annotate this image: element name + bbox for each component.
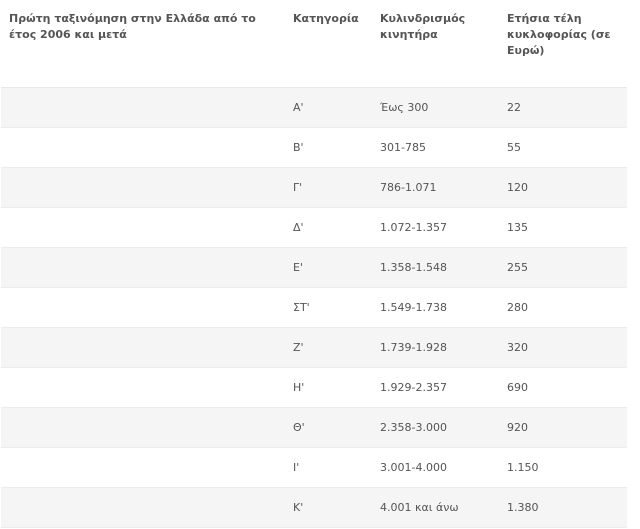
category-cell: Δ' — [281, 207, 368, 247]
empty-cell — [1, 407, 281, 447]
empty-cell — [1, 327, 281, 367]
table-row — [1, 247, 627, 287]
fee-cell: 135 — [495, 207, 627, 247]
empty-cell — [1, 447, 281, 487]
table-row — [1, 207, 627, 247]
table-header-row — [1, 7, 627, 87]
header-annual-fee: Ετήσια τέλη κυκλοφορίας (σε Ευρώ) — [495, 7, 627, 87]
table-row — [1, 367, 627, 407]
empty-cell — [1, 367, 281, 407]
table-row — [1, 167, 627, 207]
fee-cell: 22 — [495, 87, 627, 127]
fee-cell: 55 — [495, 127, 627, 167]
category-cell: Θ' — [281, 407, 368, 447]
table-row — [1, 447, 627, 487]
fee-cell: 255 — [495, 247, 627, 287]
displacement-cell: 1.739-1.928 — [368, 327, 495, 367]
category-cell: Ζ' — [281, 327, 368, 367]
road-tax-table — [1, 7, 627, 528]
header-first-registration: Πρώτη ταξινόμηση στην Ελλάδα από το έτος 2006 και μετά — [1, 7, 281, 87]
table-row — [1, 87, 627, 127]
table-row — [1, 407, 627, 447]
fee-cell: 280 — [495, 287, 627, 327]
displacement-cell: 1.549-1.738 — [368, 287, 495, 327]
category-cell: Ι' — [281, 447, 368, 487]
displacement-cell: 2.358-3.000 — [368, 407, 495, 447]
fee-cell: 320 — [495, 327, 627, 367]
empty-cell — [1, 87, 281, 127]
fee-cell: 120 — [495, 167, 627, 207]
table-row — [1, 327, 627, 367]
category-cell: ΣΤ' — [281, 287, 368, 327]
displacement-cell: 1.929-2.357 — [368, 367, 495, 407]
category-cell: Α' — [281, 87, 368, 127]
table-row — [1, 487, 627, 527]
category-cell: Ε' — [281, 247, 368, 287]
displacement-cell: 1.072-1.357 — [368, 207, 495, 247]
displacement-cell: Έως 300 — [368, 87, 495, 127]
fee-cell: 1.150 — [495, 447, 627, 487]
empty-cell — [1, 167, 281, 207]
fee-cell: 920 — [495, 407, 627, 447]
header-engine-displacement: Κυλινδρισμός κινητήρα — [368, 7, 495, 87]
displacement-cell: 4.001 και άνω — [368, 487, 495, 527]
fee-cell: 1.380 — [495, 487, 627, 527]
category-cell: Κ' — [281, 487, 368, 527]
displacement-cell: 1.358-1.548 — [368, 247, 495, 287]
displacement-cell: 3.001-4.000 — [368, 447, 495, 487]
displacement-cell: 786-1.071 — [368, 167, 495, 207]
category-cell: Η' — [281, 367, 368, 407]
empty-cell — [1, 287, 281, 327]
table-row — [1, 287, 627, 327]
category-cell: Β' — [281, 127, 368, 167]
fee-cell: 690 — [495, 367, 627, 407]
category-cell: Γ' — [281, 167, 368, 207]
empty-cell — [1, 207, 281, 247]
empty-cell — [1, 127, 281, 167]
table-row — [1, 127, 627, 167]
empty-cell — [1, 247, 281, 287]
header-category: Κατηγορία — [281, 7, 368, 87]
displacement-cell: 301-785 — [368, 127, 495, 167]
empty-cell — [1, 487, 281, 527]
